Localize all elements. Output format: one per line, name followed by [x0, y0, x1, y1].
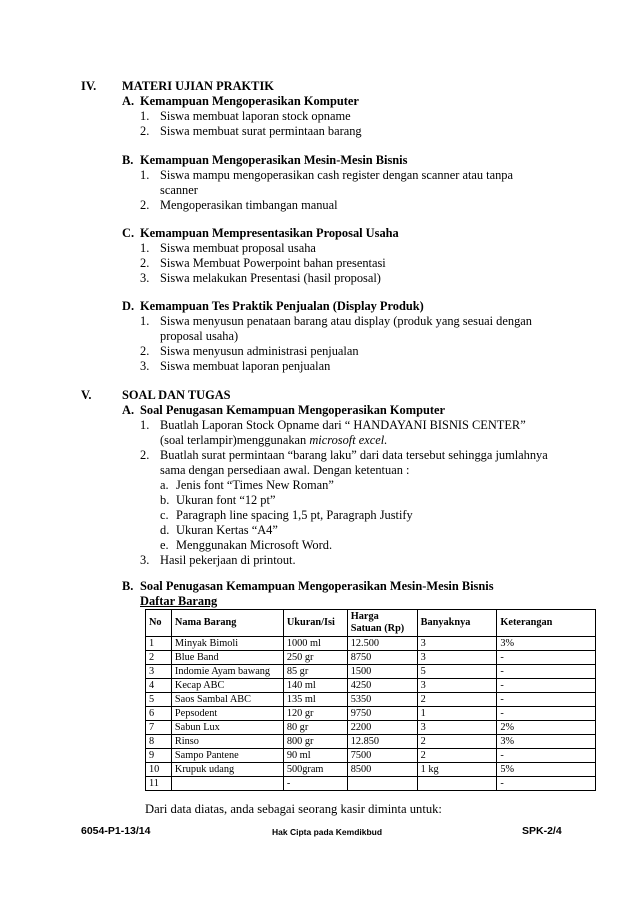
table-row — [146, 777, 596, 791]
table-row — [146, 763, 596, 777]
header-harga-line2: Satuan (Rp) — [350, 623, 405, 634]
list-number: 1. — [140, 418, 150, 432]
cell-banyaknya: 3 — [417, 637, 497, 651]
cell-banyaknya — [417, 777, 497, 791]
subsection-title: Kemampuan Mengoperasikan Mesin-Mesin Bisnis — [140, 153, 408, 167]
cell-keterangan: - — [497, 651, 596, 665]
table-body — [146, 637, 596, 791]
cell-keterangan: - — [497, 665, 596, 679]
list-number: 3. — [140, 553, 150, 567]
list-item-continued — [160, 433, 387, 448]
header-ukuran: Ukuran/Isi — [283, 610, 347, 637]
cell-ukuran: 250 gr — [283, 651, 347, 665]
subsection-title: Kemampuan Mengoperasikan Komputer — [140, 94, 359, 108]
cell-keterangan: - — [497, 749, 596, 763]
table-row — [146, 735, 596, 749]
list-number: 2. — [140, 448, 150, 462]
cell-keterangan: - — [497, 693, 596, 707]
cell-nama-barang — [171, 777, 283, 791]
cell-banyaknya: 5 — [417, 665, 497, 679]
cell-harga: 12.500 — [347, 637, 417, 651]
closing-text: Dari data diatas, anda sebagai seorang kasir diminta untuk: — [145, 802, 442, 816]
sub-item: Jenis font “Times New Roman” — [176, 478, 334, 492]
cell-harga: 5350 — [347, 693, 417, 707]
section-number: V. — [81, 388, 92, 402]
cell-banyaknya: 3 — [417, 679, 497, 693]
table-row — [146, 749, 596, 763]
list-number: 3. — [140, 359, 150, 373]
daftar-barang-table — [145, 609, 596, 791]
cell-nama-barang: Rinso — [171, 735, 283, 749]
list-number: 2. — [140, 198, 150, 212]
cell-no: 6 — [146, 707, 172, 721]
header-keterangan: Keterangan — [497, 610, 596, 637]
list-item-continued: sama dengan persediaan awal. Dengan ketentuan : — [160, 463, 410, 477]
list-number: 1. — [140, 168, 150, 182]
cell-keterangan: 2% — [497, 721, 596, 735]
subsection-letter: C. — [122, 226, 135, 240]
table-row — [146, 665, 596, 679]
header-nama-barang: Nama Barang — [171, 610, 283, 637]
section-title: SOAL DAN TUGAS — [122, 388, 231, 402]
list-number: 3. — [140, 271, 150, 285]
header-harga-line1: Harga — [350, 611, 379, 622]
cell-ukuran: 90 ml — [283, 749, 347, 763]
section-number: IV. — [81, 79, 97, 93]
subsection-letter: D. — [122, 299, 135, 313]
cell-harga: 9750 — [347, 707, 417, 721]
cell-ukuran: 85 gr — [283, 665, 347, 679]
table-row — [146, 721, 596, 735]
cell-keterangan: - — [497, 679, 596, 693]
cell-no: 9 — [146, 749, 172, 763]
cell-banyaknya: 3 — [417, 651, 497, 665]
cell-ukuran: 140 ml — [283, 679, 347, 693]
cell-nama-barang: Kecap ABC — [171, 679, 283, 693]
header-harga — [347, 610, 417, 637]
sub-item: Ukuran Kertas “A4” — [176, 523, 278, 537]
list-item: Siswa membuat laporan penjualan — [160, 359, 331, 373]
cell-no: 5 — [146, 693, 172, 707]
table-row — [146, 651, 596, 665]
list-item: Siswa menyusun administrasi penjualan — [160, 344, 359, 358]
list-number: 2. — [140, 124, 150, 138]
list-number: 1. — [140, 314, 150, 328]
cell-keterangan: - — [497, 777, 596, 791]
cell-banyaknya: 2 — [417, 693, 497, 707]
cell-banyaknya: 1 kg — [417, 763, 497, 777]
table-caption: Daftar Barang — [140, 594, 218, 608]
footer-code: 6054-P1-13/14 — [81, 825, 151, 837]
list-item-continued: proposal usaha) — [160, 329, 239, 343]
subsection-letter: A. — [122, 403, 135, 417]
cell-nama-barang: Sabun Lux — [171, 721, 283, 735]
subsection-title: Soal Penugasan Kemampuan Mengoperasikan Mesin-Mesin Bisnis — [140, 579, 494, 593]
cell-harga: 8750 — [347, 651, 417, 665]
cell-ukuran: 1000 ml — [283, 637, 347, 651]
header-banyaknya: Banyaknya — [417, 610, 497, 637]
list-number: 2. — [140, 344, 150, 358]
table-row — [146, 693, 596, 707]
cell-ukuran: 80 gr — [283, 721, 347, 735]
sub-item-letter: e. — [160, 538, 169, 552]
cell-ukuran: 135 ml — [283, 693, 347, 707]
list-item: Siswa melakukan Presentasi (hasil proposal) — [160, 271, 381, 285]
list-item: Siswa membuat surat permintaan barang — [160, 124, 362, 138]
cell-nama-barang: Indomie Ayam bawang — [171, 665, 283, 679]
cell-no: 2 — [146, 651, 172, 665]
subsection-letter: A. — [122, 94, 135, 108]
sub-item-letter: c. — [160, 508, 169, 522]
cell-no: 4 — [146, 679, 172, 693]
cell-banyaknya: 3 — [417, 721, 497, 735]
list-item: Siswa Membuat Powerpoint bahan presentasi — [160, 256, 386, 270]
table-row — [146, 637, 596, 651]
sub-item-letter: b. — [160, 493, 170, 507]
cell-no: 7 — [146, 721, 172, 735]
subsection-title: Kemampuan Tes Praktik Penjualan (Display Produk) — [140, 299, 424, 313]
cell-keterangan: 3% — [497, 735, 596, 749]
footer-copyright: Hak Cipta pada Kemdikbud — [272, 827, 383, 837]
cell-ukuran: 500gram — [283, 763, 347, 777]
cell-harga: 8500 — [347, 763, 417, 777]
list-item: Mengoperasikan timbangan manual — [160, 198, 338, 212]
header-no: No — [146, 610, 172, 637]
cell-harga: 2200 — [347, 721, 417, 735]
list-item: Buatlah Laporan Stock Opname dari “ HANDAYANI BISNIS CENTER” — [160, 418, 526, 432]
cell-ukuran: 120 gr — [283, 707, 347, 721]
subsection-title: Soal Penugasan Kemampuan Mengoperasikan Komputer — [140, 403, 445, 417]
cell-no: 11 — [146, 777, 172, 791]
sub-item-letter: a. — [160, 478, 169, 492]
list-item: Siswa membuat proposal usaha — [160, 241, 316, 255]
cell-nama-barang: Krupuk udang — [171, 763, 283, 777]
table-header-row — [146, 610, 596, 637]
cell-no: 10 — [146, 763, 172, 777]
software-name: microsoft excel. — [309, 433, 388, 447]
sub-item-letter: d. — [160, 523, 170, 537]
list-item: Hasil pekerjaan di printout. — [160, 553, 296, 567]
table-row — [146, 707, 596, 721]
list-item: Siswa membuat laporan stock opname — [160, 109, 351, 123]
list-item: Buatlah surat permintaan “barang laku” dari data tersebut sehingga jumlahnya — [160, 448, 548, 462]
cell-nama-barang: Minyak Bimoli — [171, 637, 283, 651]
list-item-text: (soal terlampir)menggunakan — [160, 433, 310, 447]
cell-harga: 12.850 — [347, 735, 417, 749]
cell-no: 3 — [146, 665, 172, 679]
table-row — [146, 679, 596, 693]
cell-banyaknya: 2 — [417, 749, 497, 763]
cell-keterangan: 3% — [497, 637, 596, 651]
cell-banyaknya: 1 — [417, 707, 497, 721]
cell-nama-barang: Pepsodent — [171, 707, 283, 721]
cell-harga — [347, 777, 417, 791]
cell-nama-barang: Saos Sambal ABC — [171, 693, 283, 707]
sub-item: Paragraph line spacing 1,5 pt, Paragraph Justify — [176, 508, 413, 522]
cell-ukuran: 800 gr — [283, 735, 347, 749]
cell-banyaknya: 2 — [417, 735, 497, 749]
sub-item: Menggunakan Microsoft Word. — [176, 538, 333, 552]
cell-keterangan: 5% — [497, 763, 596, 777]
subsection-title: Kemampuan Mempresentasikan Proposal Usaha — [140, 226, 399, 240]
cell-no: 8 — [146, 735, 172, 749]
list-item: Siswa menyusun penataan barang atau display (produk yang sesuai dengan — [160, 314, 532, 328]
cell-nama-barang: Sampo Pantene — [171, 749, 283, 763]
cell-nama-barang: Blue Band — [171, 651, 283, 665]
cell-keterangan: - — [497, 707, 596, 721]
list-number: 1. — [140, 241, 150, 255]
cell-harga: 1500 — [347, 665, 417, 679]
list-number: 2. — [140, 256, 150, 270]
list-number: 1. — [140, 109, 150, 123]
subsection-letter: B. — [122, 153, 134, 167]
subsection-letter: B. — [122, 579, 134, 593]
sub-item: Ukuran font “12 pt” — [176, 493, 276, 507]
cell-ukuran: - — [283, 777, 347, 791]
footer-page: SPK-2/4 — [522, 825, 562, 837]
section-title: MATERI UJIAN PRAKTIK — [122, 79, 274, 93]
cell-no: 1 — [146, 637, 172, 651]
cell-harga: 4250 — [347, 679, 417, 693]
cell-harga: 7500 — [347, 749, 417, 763]
list-item: Siswa mampu mengoperasikan cash register dengan scanner atau tanpa — [160, 168, 514, 182]
list-item-continued: scanner — [160, 183, 198, 197]
